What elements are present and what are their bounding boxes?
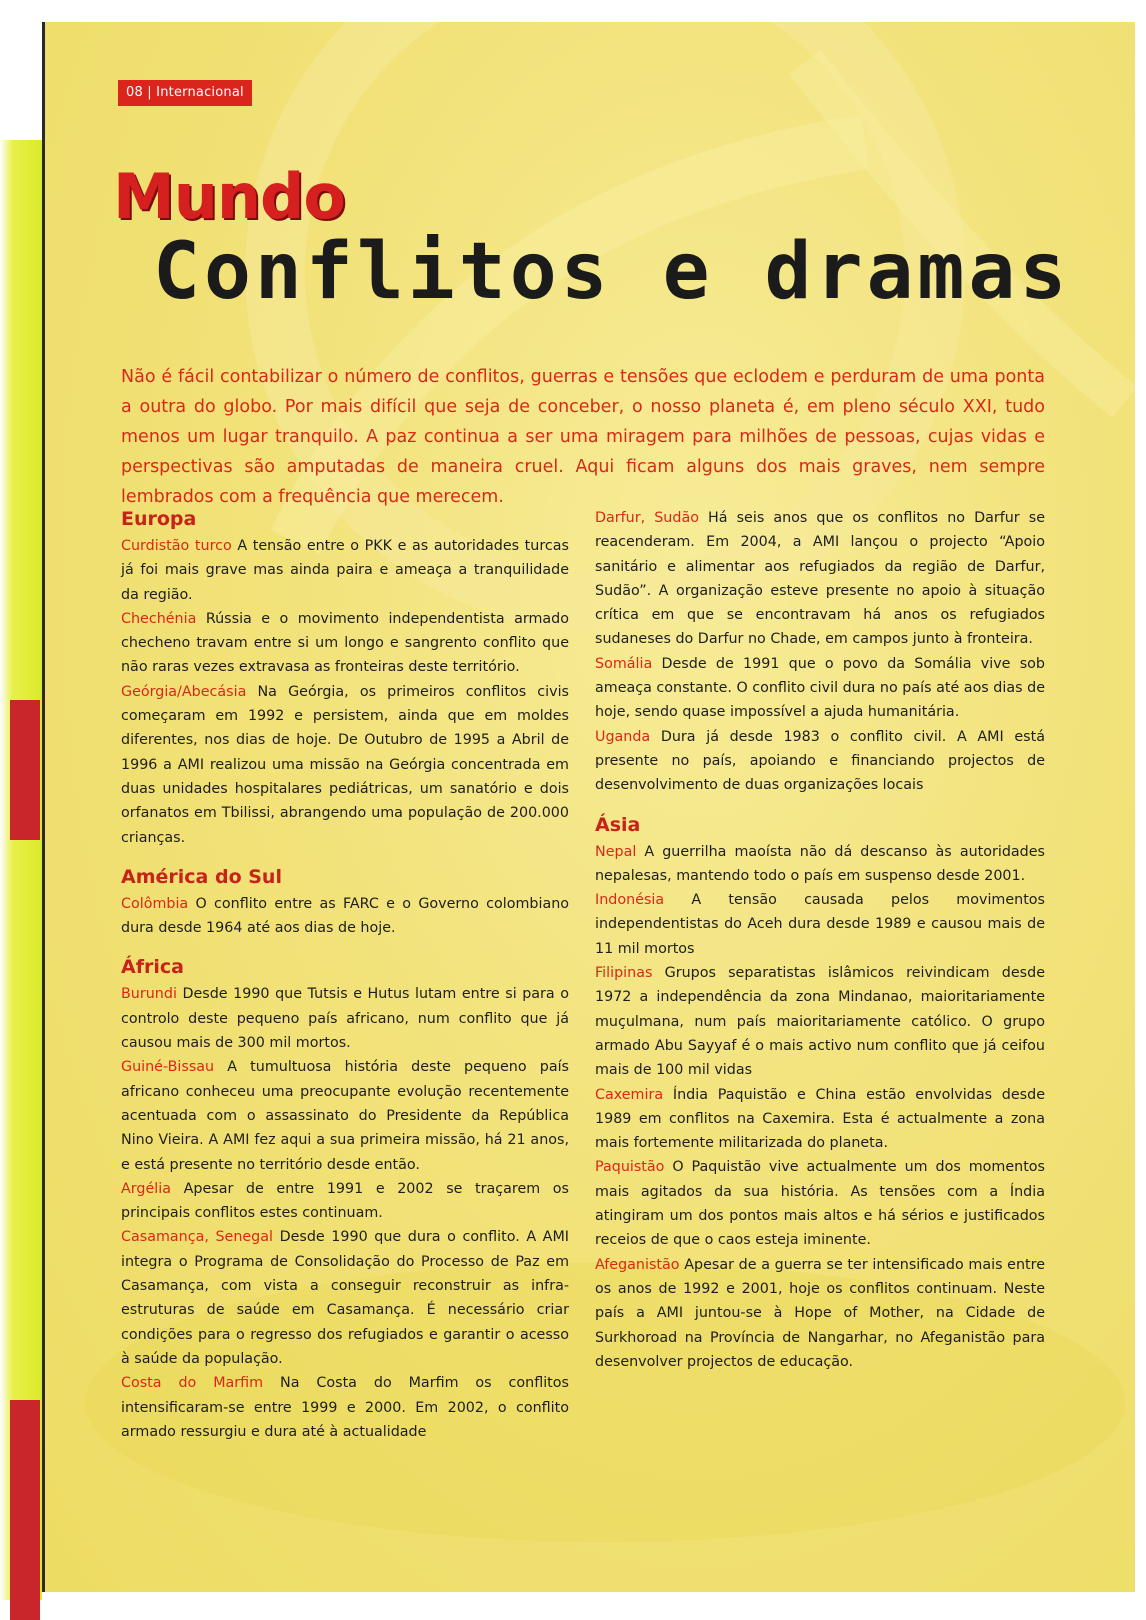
- magazine-page: [42, 22, 1135, 1592]
- conflict-text: Desde 1990 que dura o conflito. A AMI integra o Programa de Consolidação do Processo de Paz em Casamança, com vista a conseguir reconstruir as infra-estruturas de saúde em Casamança. É necessário criar condições para o regresso dos refugiados e garantir o acesso à saúde da população.: [121, 1229, 570, 1367]
- conflict-entry: [121, 607, 569, 680]
- conflict-label: Somália: [595, 655, 653, 672]
- conflict-label: Paquistão: [595, 1159, 665, 1176]
- conflict-text: A guerrilha maoísta não dá descanso às autoridades nepalesas, mantendo todo o país em suspenso desde 2001.: [595, 843, 1045, 884]
- region-section: [121, 954, 569, 1444]
- conflict-entry: [595, 725, 1045, 798]
- conflict-text: A tumultuosa história deste pequeno país africano conheceu uma preocupante evolução recentemente acentuada com o assassinato do Presidente da República Nino Vieira. A AMI fez aqui a sua primeira missão, há 21 anos, e está presente no território desde então.: [121, 1059, 569, 1173]
- conflict-entry: [595, 961, 1045, 1082]
- conflict-text: Desde de 1991 que o povo da Somália vive sob ameaça constante. O conflito civil dura no país até aos dias de hoje, sendo quase impossível a ajuda humanitária.: [595, 655, 1045, 721]
- edge-red-mark: [10, 700, 40, 840]
- section-tab: 08 | Internacional: [118, 80, 252, 106]
- left-column: [121, 506, 569, 1458]
- conflict-text: A tensão causada pelos movimentos independentistas do Aceh dura desde 1989 e causou mais de 11 mil mortos: [595, 892, 1046, 957]
- region-section: [595, 506, 1045, 798]
- conflict-label: Geórgia/Abecásia: [121, 683, 247, 700]
- conflict-entry: [121, 1177, 569, 1226]
- conflict-entry: [121, 1055, 569, 1176]
- conflict-text: Desde 1990 que Tutsis e Hutus lutam entre si para o controlo deste pequeno país africano, num conflito que já causou mais de 300 mil mortos.: [121, 986, 569, 1052]
- conflict-text: Rússia e o movimento independentista armado checheno travam entre si um longo e sangrento conflito que não raras vezes extravasa as fronteiras deste território.: [121, 610, 569, 676]
- conflict-text: Na Geórgia, os primeiros conflitos civis começaram em 1992 e persistem, ainda que em moldes diferentes, nos dias de hoje. De Outubro de 1995 a Abril de 1996 a AMI realizou uma missão na Geórgia concentrada em duas unidades hospitalares pediátricas, um sanatório e dois orfanatos em Tbilissi, abrangendo uma população de 200.000 crianças.: [121, 683, 569, 846]
- conflict-entry: [595, 840, 1045, 889]
- region-heading: Ásia: [595, 813, 641, 836]
- conflict-text: A tensão entre o PKK e as autoridades turcas já foi mais grave mas ainda paira e ameaça a tranquilidade da região.: [121, 538, 569, 603]
- conflict-entry: [595, 888, 1045, 961]
- conflict-entry: [121, 982, 569, 1055]
- conflict-text: O conflito entre as FARC e o Governo colombiano dura desde 1964 até aos dias de hoje.: [121, 895, 570, 937]
- conflict-text: Apesar de entre 1991 e 2002 se traçarem os principais conflitos estes continuam.: [121, 1180, 569, 1222]
- conflict-label: Colômbia: [121, 895, 189, 912]
- conflict-label: Argélia: [121, 1180, 171, 1197]
- conflict-entry: [121, 1371, 569, 1444]
- conflict-label: Darfur, Sudão: [595, 510, 699, 526]
- region-section: [595, 812, 1045, 1375]
- region-section: [121, 864, 569, 941]
- conflict-label: Chechénia: [121, 610, 197, 627]
- conflict-label: Casamança, Senegal: [121, 1229, 273, 1246]
- conflict-label: Filipinas: [595, 965, 653, 982]
- conflict-text: Grupos separatistas islâmicos reivindicam desde 1972 a independência da zona Mindanao, maioritariamente muçulmana, num país maioritariamente católico. O grupo armado Abu Sayyaf é o mais activo num conflito que já ceifou mais de 100 mil vidas: [595, 965, 1045, 1079]
- conflict-entry: [595, 1253, 1045, 1374]
- conflict-entry: [121, 1225, 569, 1371]
- page-edge-strip: [0, 140, 42, 1600]
- conflict-entry: [121, 534, 569, 607]
- conflict-entry: [595, 1083, 1045, 1156]
- conflict-text: O Paquistão vive actualmente um dos momentos mais agitados da sua história. As tensões com a Índia atingiram um dos pontos mais altos e há sérios e justificados receios de que o caos esteja iminente.: [595, 1159, 1045, 1249]
- conflict-label: Curdistão turco: [121, 538, 232, 554]
- conflict-entry: [595, 506, 1045, 652]
- title-kicker: Mundo: [113, 160, 345, 233]
- conflict-text: Apesar de a guerra se ter intensificado mais entre os anos de 1992 e 2001, hoje os conflitos continuam. Neste país a AMI juntou-se à Hope of Mother, na Cidade de Surkhoroad na Província de Nangarhar, no Afeganistão para desenvolver projectos de educação.: [595, 1256, 1046, 1370]
- conflict-entry: [121, 680, 569, 850]
- region-heading: África: [121, 956, 184, 979]
- right-column: [595, 506, 1045, 1388]
- conflict-label: Afeganistão: [595, 1256, 680, 1273]
- conflict-label: Indonésia: [595, 892, 665, 909]
- region-heading: América do Sul: [121, 865, 282, 888]
- page-title: Conflitos e dramas: [153, 227, 1071, 317]
- conflict-label: Guiné-Bissau: [121, 1059, 215, 1076]
- conflict-entry: [121, 892, 569, 941]
- conflict-text: Dura já desde 1983 o conflito civil. A AMI está presente no país, apoiando e financiando projectos de desenvolvimento de duas organizações locais: [595, 728, 1046, 794]
- conflict-label: Costa do Marfim: [121, 1375, 264, 1392]
- conflict-label: Burundi: [121, 986, 177, 1003]
- region-section: [121, 506, 569, 850]
- region-heading: Europa: [121, 508, 197, 530]
- edge-red-mark: [10, 1400, 40, 1620]
- conflict-text: Índia Paquistão e China estão envolvidas desde 1989 em conflitos na Caxemira. Esta é actualmente a zona mais fortemente militarizada do planeta.: [595, 1086, 1045, 1152]
- conflict-label: Nepal: [595, 843, 637, 860]
- conflict-text: Há seis anos que os conflitos no Darfur se reacenderam. Em 2004, a AMI lançou o projecto “Apoio sanitário e alimentar aos refugiados da região de Darfur, Sudão”. A organização esteve presente no apoio à situação crítica em que se encontravam há anos os refugiados sudaneses do Darfur no Chade, em campos junto à fronteira.: [595, 510, 1045, 648]
- conflict-label: Caxemira: [595, 1086, 664, 1103]
- conflict-label: Uganda: [595, 728, 651, 745]
- conflict-entry: [595, 652, 1045, 725]
- conflict-text: Na Costa do Marfim os conflitos intensificaram-se entre 1999 e 2000. Em 2002, o conflito armado ressurgiu e dura até à actualidade: [121, 1375, 569, 1440]
- intro-paragraph: Não é fácil contabilizar o número de conflitos, guerras e tensões que eclodem e perduram de uma ponta a outra do globo. Por mais difícil que seja de conceber, o nosso planeta é, em pleno século XXI, tudo menos um lugar tranquilo. A paz continua a ser uma miragem para milhões de pessoas, cujas vidas e perspectivas são amputadas de maneira cruel. Aqui ficam alguns dos mais graves, nem sempre lembrados com a frequência que merecem.: [121, 367, 1045, 507]
- conflict-entry: [595, 1155, 1045, 1252]
